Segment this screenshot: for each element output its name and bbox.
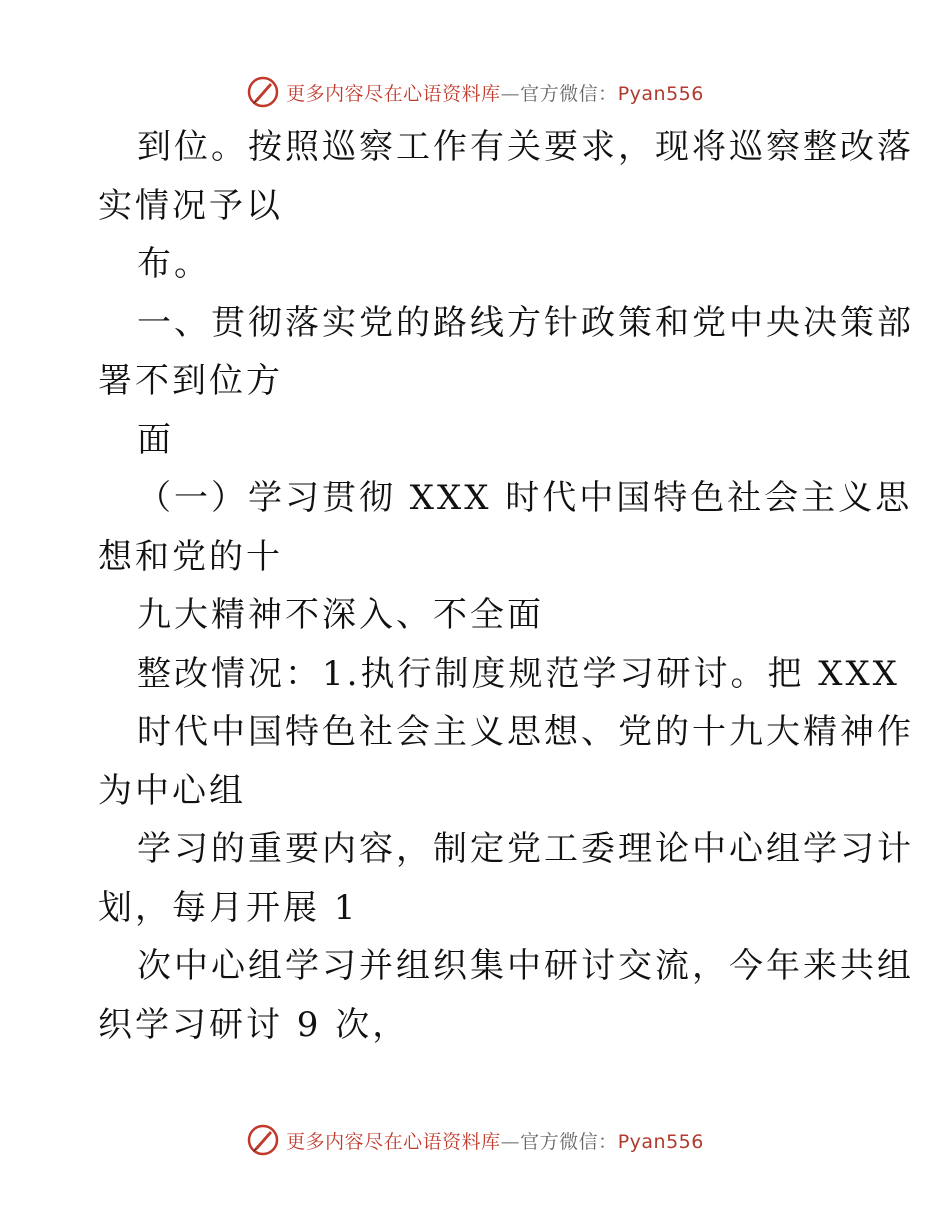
text-line: 次中心组学习并组织集中研讨交流，今年来共组	[137, 946, 914, 986]
watermark-text	[286, 79, 704, 106]
watermark-dash: —	[500, 82, 521, 105]
watermark-main: 更多内容尽在心语资料库	[286, 1130, 501, 1153]
watermark-dash: —	[500, 1130, 521, 1153]
quill-logo-icon	[246, 75, 280, 109]
text-line: 一、贯彻落实党的路线方针政策和党中央决策部	[137, 302, 914, 343]
text-line: 整改情况：1.执行制度规范学习研讨。把 XXX	[137, 653, 900, 694]
watermark-label: 官方微信：	[520, 82, 618, 105]
text-line: （一）学习贯彻 XXX 时代中国特色社会主义思	[137, 478, 913, 518]
text-line: 织学习研讨 9 次，	[98, 1004, 410, 1045]
text-line: 实情况予以	[98, 185, 283, 226]
text-line: 为中心组	[98, 770, 246, 811]
text-line: 面	[137, 419, 174, 460]
watermark-id: Pyan556	[617, 82, 704, 105]
text-line: 到位。按照巡察工作有关要求，现将巡察整改落	[137, 127, 914, 167]
watermark-id: Pyan556	[617, 1130, 704, 1153]
text-line: 划，每月开展 1	[98, 887, 359, 928]
footer-watermark	[0, 1120, 950, 1160]
text-line: 布。	[137, 244, 211, 284]
text-line: 九大精神不深入、不全面	[137, 595, 544, 635]
watermark-text	[286, 1127, 704, 1154]
text-line: 想和党的十	[98, 536, 283, 577]
text-line: 署不到位方	[98, 361, 283, 401]
text-line: 时代中国特色社会主义思想、党的十九大精神作	[137, 712, 914, 752]
quill-logo-icon	[246, 1123, 280, 1157]
watermark-label: 官方微信：	[520, 1130, 618, 1153]
watermark-main: 更多内容尽在心语资料库	[286, 82, 501, 105]
document-body	[98, 118, 914, 1054]
text-line: 学习的重要内容，制定党工委理论中心组学习计	[137, 829, 914, 869]
header-watermark	[0, 72, 950, 112]
